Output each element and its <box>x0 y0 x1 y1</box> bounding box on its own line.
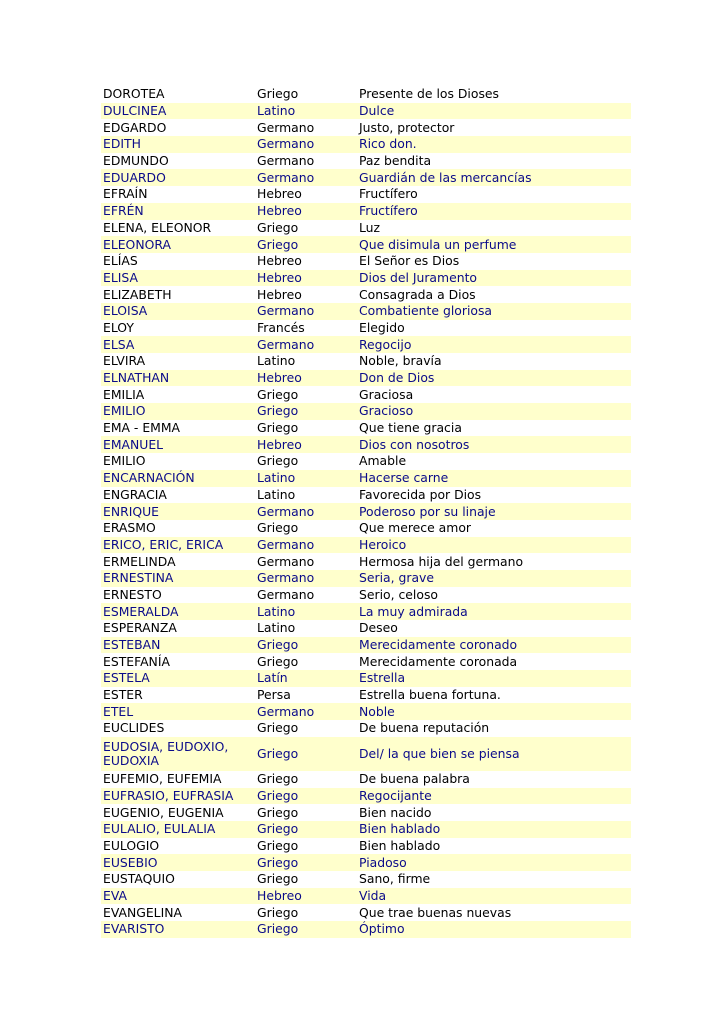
table-row <box>101 86 631 103</box>
table-row <box>101 487 631 504</box>
table-row <box>101 286 631 303</box>
meaning-cell: Fructífero <box>359 203 418 219</box>
table-row <box>101 687 631 704</box>
table-row <box>101 788 631 805</box>
name-cell: EVANGELINA <box>103 904 182 920</box>
origin-cell: Griego <box>257 787 299 803</box>
origin-cell: Hebreo <box>257 436 302 452</box>
table-row <box>101 103 631 120</box>
origin-cell: Germano <box>257 119 315 135</box>
table-row <box>101 587 631 604</box>
name-cell: ENRIQUE <box>103 503 160 519</box>
table-row <box>101 270 631 287</box>
name-cell: ELÍAS <box>103 253 138 269</box>
origin-cell: Germano <box>257 169 315 185</box>
name-cell: EULALIO, EULALIA <box>103 821 216 837</box>
table-row <box>101 703 631 720</box>
table-row <box>101 453 631 470</box>
origin-cell: Germano <box>257 703 315 719</box>
table-row <box>101 403 631 420</box>
table-row <box>101 136 631 153</box>
origin-cell: Germano <box>257 553 315 569</box>
table-row <box>101 503 631 520</box>
name-cell: ELENA, ELEONOR <box>103 219 212 235</box>
origin-cell: Griego <box>257 804 299 820</box>
origin-cell: Griego <box>257 236 299 252</box>
meaning-cell: Merecidamente coronado <box>359 637 518 653</box>
table-row <box>101 871 631 888</box>
table-row <box>101 720 631 737</box>
table-row <box>101 386 631 403</box>
meaning-cell: Elegido <box>359 319 405 335</box>
table-row <box>101 336 631 353</box>
name-cell: ESMERALDA <box>103 603 179 619</box>
meaning-cell: El Señor es Dios <box>359 253 460 269</box>
meaning-cell: Vida <box>359 887 387 903</box>
meaning-cell: Hermosa hija del germano <box>359 553 524 569</box>
name-cell: ENCARNACIÓN <box>103 470 195 486</box>
origin-cell: Latino <box>257 603 296 619</box>
document-page <box>101 86 627 938</box>
meaning-cell: Guardián de las mercancías <box>359 169 532 185</box>
meaning-cell: Favorecida por Dios <box>359 486 482 502</box>
meaning-cell: Sano, firme <box>359 871 431 887</box>
name-cell: ERNESTO <box>103 586 162 602</box>
name-cell: EDITH <box>103 136 141 152</box>
name-cell: ESTEBAN <box>103 637 161 653</box>
meaning-cell: Del/ la que bien se piensa <box>359 745 520 761</box>
table-row <box>101 420 631 437</box>
name-cell: ELSA <box>103 336 135 352</box>
origin-cell: Griego <box>257 720 299 736</box>
table-row <box>101 804 631 821</box>
meaning-cell: De buena palabra <box>359 771 470 787</box>
name-cell: DULCINEA <box>103 103 167 119</box>
meaning-cell: Deseo <box>359 620 398 636</box>
origin-cell: Griego <box>257 821 299 837</box>
name-cell: ESPERANZA <box>103 620 177 636</box>
table-row <box>101 904 631 921</box>
origin-cell: Germano <box>257 503 315 519</box>
origin-cell: Griego <box>257 921 299 937</box>
table-row <box>101 854 631 871</box>
table-row <box>101 570 631 587</box>
table-row <box>101 253 631 270</box>
origin-cell: Griego <box>257 86 299 102</box>
name-cell: ERASMO <box>103 520 156 536</box>
meaning-cell: Regocijante <box>359 787 432 803</box>
name-cell: EMILIA <box>103 386 145 402</box>
name-cell: ERNESTINA <box>103 570 174 586</box>
name-cell: EUFEMIO, EUFEMIA <box>103 771 222 787</box>
name-cell: EVA <box>103 887 127 903</box>
meaning-cell: Amable <box>359 453 407 469</box>
name-cell: EDMUNDO <box>103 153 169 169</box>
meaning-cell: Que tiene gracia <box>359 420 462 436</box>
name-cell: EFRAÍN <box>103 186 148 202</box>
table-row <box>101 771 631 788</box>
meaning-cell: Seria, grave <box>359 570 435 586</box>
table-row <box>101 186 631 203</box>
meaning-cell: Serio, celoso <box>359 586 438 602</box>
table-row <box>101 821 631 838</box>
name-cell: ENGRACIA <box>103 486 167 502</box>
origin-cell: Griego <box>257 403 299 419</box>
origin-cell: Latino <box>257 353 296 369</box>
table-row <box>101 653 631 670</box>
table-row <box>101 520 631 537</box>
origin-cell: Germano <box>257 136 315 152</box>
name-cell: ELIZABETH <box>103 286 172 302</box>
origin-cell: Griego <box>257 420 299 436</box>
name-cell: EULOGIO <box>103 837 160 853</box>
meaning-cell: Combatiente gloriosa <box>359 303 493 319</box>
name-cell: ERMELINDA <box>103 553 176 569</box>
origin-cell: Griego <box>257 745 299 761</box>
origin-cell: Germano <box>257 570 315 586</box>
meaning-cell: Merecidamente coronada <box>359 653 518 669</box>
origin-cell: Latino <box>257 470 296 486</box>
table-row <box>101 620 631 637</box>
origin-cell: Griego <box>257 854 299 870</box>
name-cell: ELNATHAN <box>103 370 170 386</box>
name-cell: EMILIO <box>103 453 146 469</box>
table-row <box>101 670 631 687</box>
meaning-cell: Piadoso <box>359 854 407 870</box>
table-row <box>101 119 631 136</box>
origin-cell: Latino <box>257 620 296 636</box>
meaning-cell: Paz bendita <box>359 153 432 169</box>
table-row <box>101 236 631 253</box>
origin-cell: Griego <box>257 520 299 536</box>
name-cell: EUFRASIO, EUFRASIA <box>103 787 234 803</box>
meaning-cell: Regocijo <box>359 336 412 352</box>
meaning-cell: La muy admirada <box>359 603 468 619</box>
meaning-cell: Don de Dios <box>359 370 435 386</box>
table-row <box>101 921 631 938</box>
table-row <box>101 353 631 370</box>
meaning-cell: Gracioso <box>359 403 414 419</box>
meaning-cell: Rico don. <box>359 136 417 152</box>
meaning-cell: Poderoso por su linaje <box>359 503 496 519</box>
table-row <box>101 888 631 905</box>
meaning-cell: Bien nacido <box>359 804 432 820</box>
meaning-cell: Presente de los Dioses <box>359 86 499 102</box>
origin-cell: Griego <box>257 453 299 469</box>
origin-cell: Hebreo <box>257 203 302 219</box>
table-row <box>101 370 631 387</box>
name-cell: EVARISTO <box>103 921 165 937</box>
origin-cell: Hebreo <box>257 286 302 302</box>
meaning-cell: Heroico <box>359 536 407 552</box>
names-table-body <box>101 86 631 938</box>
name-cell: EMA - EMMA <box>103 420 181 436</box>
name-cell: ESTER <box>103 687 143 703</box>
table-row <box>101 603 631 620</box>
meaning-cell: Luz <box>359 219 381 235</box>
name-cell: ELOY <box>103 319 134 335</box>
origin-cell: Germano <box>257 336 315 352</box>
origin-cell: Latino <box>257 486 296 502</box>
name-cell: ELEONORA <box>103 236 171 252</box>
origin-cell: Griego <box>257 219 299 235</box>
name-cell: DOROTEA <box>103 86 165 102</box>
table-row <box>101 320 631 337</box>
meaning-cell: Noble <box>359 703 395 719</box>
table-row <box>101 203 631 220</box>
name-cell: EMANUEL <box>103 436 164 452</box>
origin-cell: Germano <box>257 153 315 169</box>
names-table <box>101 86 631 938</box>
meaning-cell: Noble, bravía <box>359 353 442 369</box>
name-cell: EUSEBIO <box>103 854 158 870</box>
origin-cell: Persa <box>257 687 291 703</box>
table-row <box>101 303 631 320</box>
name-cell: ETEL <box>103 703 134 719</box>
meaning-cell: Fructífero <box>359 186 418 202</box>
name-cell: EUDOSIA, EUDOXIO, EUDOXIA <box>103 738 229 768</box>
origin-cell: Griego <box>257 637 299 653</box>
meaning-cell: Graciosa <box>359 386 414 402</box>
meaning-cell: Estrella <box>359 670 406 686</box>
origin-cell: Hebreo <box>257 887 302 903</box>
meaning-cell: Consagrada a Dios <box>359 286 476 302</box>
origin-cell: Latino <box>257 103 296 119</box>
meaning-cell: Dulce <box>359 103 395 119</box>
name-cell: ELOISA <box>103 303 148 319</box>
table-row <box>101 470 631 487</box>
meaning-cell: De buena reputación <box>359 720 490 736</box>
meaning-cell: Hacerse carne <box>359 470 449 486</box>
name-cell: EFRÉN <box>103 203 144 219</box>
name-cell: EUGENIO, EUGENIA <box>103 804 224 820</box>
meaning-cell: Justo, protector <box>359 119 455 135</box>
origin-cell: Germano <box>257 586 315 602</box>
origin-cell: Francés <box>257 319 305 335</box>
origin-cell: Hebreo <box>257 269 302 285</box>
table-row <box>101 169 631 186</box>
table-row <box>101 220 631 237</box>
name-cell: ELVIRA <box>103 353 146 369</box>
meaning-cell: Que disimula un perfume <box>359 236 517 252</box>
meaning-cell: Óptimo <box>359 921 405 937</box>
origin-cell: Germano <box>257 536 315 552</box>
name-cell: EUSTAQUIO <box>103 871 175 887</box>
origin-cell: Griego <box>257 771 299 787</box>
origin-cell: Germano <box>257 303 315 319</box>
name-cell: EDUARDO <box>103 169 166 185</box>
origin-cell: Hebreo <box>257 186 302 202</box>
origin-cell: Griego <box>257 386 299 402</box>
name-cell: ERICO, ERIC, ERICA <box>103 536 224 552</box>
meaning-cell: Bien hablado <box>359 837 441 853</box>
name-cell: EUCLIDES <box>103 720 165 736</box>
name-cell: EDGARDO <box>103 119 167 135</box>
meaning-cell: Que merece amor <box>359 520 472 536</box>
table-row <box>101 553 631 570</box>
name-cell: ELISA <box>103 269 138 285</box>
table-row <box>101 537 631 554</box>
table-row <box>101 838 631 855</box>
meaning-cell: Bien hablado <box>359 821 441 837</box>
origin-cell: Griego <box>257 904 299 920</box>
origin-cell: Griego <box>257 871 299 887</box>
origin-cell: Griego <box>257 653 299 669</box>
table-row <box>101 153 631 170</box>
table-row <box>101 637 631 654</box>
origin-cell: Hebreo <box>257 370 302 386</box>
origin-cell: Hebreo <box>257 253 302 269</box>
meaning-cell: Dios con nosotros <box>359 436 470 452</box>
name-cell: EMILIO <box>103 403 146 419</box>
meaning-cell: Dios del Juramento <box>359 269 478 285</box>
origin-cell: Latín <box>257 670 288 686</box>
name-cell: ESTELA <box>103 670 150 686</box>
meaning-cell: Estrella buena fortuna. <box>359 687 501 703</box>
table-row <box>101 737 631 771</box>
table-row <box>101 436 631 453</box>
meaning-cell: Que trae buenas nuevas <box>359 904 512 920</box>
name-cell: ESTEFANÍA <box>103 653 170 669</box>
origin-cell: Griego <box>257 837 299 853</box>
